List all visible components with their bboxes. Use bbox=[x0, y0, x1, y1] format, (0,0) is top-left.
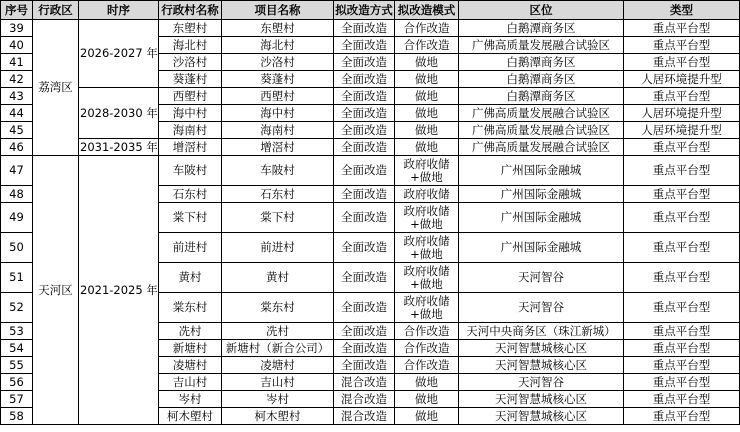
cell-mode: 做地 bbox=[395, 54, 459, 71]
cell-type: 重点平台型 bbox=[624, 88, 740, 105]
cell-type: 重点平台型 bbox=[624, 340, 740, 357]
cell-no: 51 bbox=[1, 263, 33, 293]
cell-no: 39 bbox=[1, 20, 33, 37]
cell-mode: 做地 bbox=[395, 139, 459, 156]
header-cell-village: 行政村名称 bbox=[159, 1, 222, 20]
cell-no: 41 bbox=[1, 54, 33, 71]
table-row bbox=[1, 88, 740, 105]
cell-no: 45 bbox=[1, 122, 33, 139]
cell-method: 全面改造 bbox=[334, 105, 395, 122]
cell-method: 全面改造 bbox=[334, 156, 395, 186]
cell-method: 全面改造 bbox=[334, 340, 395, 357]
cell-project: 冼村 bbox=[222, 323, 334, 340]
cell-project: 岑村 bbox=[222, 391, 334, 408]
header-cell-location: 区位 bbox=[459, 1, 624, 20]
cell-no: 55 bbox=[1, 357, 33, 374]
cell-method: 全面改造 bbox=[334, 186, 395, 203]
cell-mode: 合作改造 bbox=[395, 37, 459, 54]
cell-village: 沙洛村 bbox=[159, 54, 222, 71]
cell-village: 海中村 bbox=[159, 105, 222, 122]
cell-district: 天河区 bbox=[33, 156, 79, 425]
cell-district: 荔湾区 bbox=[33, 20, 79, 156]
header-cell-type: 类型 bbox=[624, 1, 740, 20]
cell-no: 52 bbox=[1, 293, 33, 323]
cell-village: 西塱村 bbox=[159, 88, 222, 105]
cell-method: 全面改造 bbox=[334, 37, 395, 54]
cell-mode: 政府收储+做地 bbox=[395, 233, 459, 263]
cell-location: 广州国际金融城 bbox=[459, 233, 624, 263]
cell-village: 车陂村 bbox=[159, 156, 222, 186]
cell-mode: 政府收储+做地 bbox=[395, 293, 459, 323]
cell-location: 广佛高质量发展融合试验区 bbox=[459, 37, 624, 54]
cell-mode: 做地 bbox=[395, 105, 459, 122]
cell-type: 重点平台型 bbox=[624, 186, 740, 203]
header-cell-district: 行政区 bbox=[33, 1, 79, 20]
cell-method: 全面改造 bbox=[334, 20, 395, 37]
cell-village: 前进村 bbox=[159, 233, 222, 263]
cell-project: 棠东村 bbox=[222, 293, 334, 323]
cell-no: 46 bbox=[1, 139, 33, 156]
cell-no: 57 bbox=[1, 391, 33, 408]
cell-mode: 做地 bbox=[395, 374, 459, 391]
cell-project: 柯木塱村 bbox=[222, 408, 334, 425]
cell-type: 重点平台型 bbox=[624, 391, 740, 408]
cell-no: 53 bbox=[1, 323, 33, 340]
cell-type: 人居环境提升型 bbox=[624, 105, 740, 122]
cell-mode: 做地 bbox=[395, 122, 459, 139]
header-cell-no: 序号 bbox=[1, 1, 33, 20]
cell-period: 2026-2027 年 bbox=[79, 20, 159, 88]
cell-mode: 做地 bbox=[395, 391, 459, 408]
cell-location: 广佛高质量发展融合试验区 bbox=[459, 105, 624, 122]
cell-location: 广佛高质量发展融合试验区 bbox=[459, 139, 624, 156]
cell-type: 重点平台型 bbox=[624, 263, 740, 293]
header-cell-period: 时序 bbox=[79, 1, 159, 20]
cell-village: 冼村 bbox=[159, 323, 222, 340]
cell-project: 黄村 bbox=[222, 263, 334, 293]
cell-location: 天河智慧城核心区 bbox=[459, 340, 624, 357]
cell-mode: 政府收储+做地 bbox=[395, 203, 459, 233]
cell-no: 50 bbox=[1, 233, 33, 263]
cell-type: 人居环境提升型 bbox=[624, 71, 740, 88]
cell-period: 2031-2035 年 bbox=[80, 139, 158, 154]
cell-village: 新塘村 bbox=[159, 340, 222, 357]
cell-method: 混合改造 bbox=[334, 391, 395, 408]
cell-project: 海南村 bbox=[222, 122, 334, 139]
cell-village: 黄村 bbox=[159, 263, 222, 293]
cell-type: 重点平台型 bbox=[624, 323, 740, 340]
table-row bbox=[1, 156, 740, 186]
cell-type: 人居环境提升型 bbox=[624, 122, 740, 139]
cell-method: 混合改造 bbox=[334, 374, 395, 391]
cell-type: 重点平台型 bbox=[624, 374, 740, 391]
cell-method: 全面改造 bbox=[334, 71, 395, 88]
header-cell-method: 拟改造方式 bbox=[334, 1, 395, 20]
cell-method: 全面改造 bbox=[334, 122, 395, 139]
cell-mode: 政府收储 bbox=[395, 186, 459, 203]
cell-method: 全面改造 bbox=[334, 357, 395, 374]
cell-location: 天河智慧城核心区 bbox=[459, 391, 624, 408]
cell-mode: 合作改造 bbox=[395, 323, 459, 340]
cell-method: 全面改造 bbox=[334, 203, 395, 233]
cell-no: 44 bbox=[1, 105, 33, 122]
cell-location: 天河智谷 bbox=[459, 263, 624, 293]
cell-project: 葵蓬村 bbox=[222, 71, 334, 88]
cell-village: 岑村 bbox=[159, 391, 222, 408]
cell-type: 重点平台型 bbox=[624, 293, 740, 323]
header-row bbox=[1, 1, 740, 20]
cell-project: 海中村 bbox=[222, 105, 334, 122]
cell-village: 海南村 bbox=[159, 122, 222, 139]
cell-method: 全面改造 bbox=[334, 323, 395, 340]
cell-project: 东塱村 bbox=[222, 20, 334, 37]
cell-location: 广州国际金融城 bbox=[459, 203, 624, 233]
cell-village: 增滘村 bbox=[159, 139, 222, 156]
cell-location: 白鹅潭商务区 bbox=[459, 54, 624, 71]
cell-location: 天河智慧城核心区 bbox=[459, 357, 624, 374]
cell-mode: 做地 bbox=[395, 408, 459, 425]
cell-no: 42 bbox=[1, 71, 33, 88]
cell-type: 重点平台型 bbox=[624, 233, 740, 263]
cell-project: 前进村 bbox=[222, 233, 334, 263]
cell-mode: 政府收储+做地 bbox=[395, 156, 459, 186]
cell-mode: 做地 bbox=[395, 88, 459, 105]
cell-method: 全面改造 bbox=[334, 54, 395, 71]
cell-no: 58 bbox=[1, 408, 33, 425]
cell-project: 车陂村 bbox=[222, 156, 334, 186]
cell-no: 47 bbox=[1, 156, 33, 186]
cell-mode: 合作改造 bbox=[395, 357, 459, 374]
cell-project: 海北村 bbox=[222, 37, 334, 54]
cell-type: 重点平台型 bbox=[624, 156, 740, 186]
cell-project: 西塱村 bbox=[222, 88, 334, 105]
cell-location: 白鹅潭商务区 bbox=[459, 88, 624, 105]
cell-village: 海北村 bbox=[159, 37, 222, 54]
cell-period: 2021-2025 年 bbox=[79, 156, 159, 425]
table-row bbox=[1, 139, 740, 156]
cell-type: 重点平台型 bbox=[624, 139, 740, 156]
cell-location: 天河中央商务区（珠江新城） bbox=[459, 323, 624, 340]
cell-no: 56 bbox=[1, 374, 33, 391]
cell-project: 沙洛村 bbox=[222, 54, 334, 71]
cell-project: 石东村 bbox=[222, 186, 334, 203]
cell-location: 广州国际金融城 bbox=[459, 186, 624, 203]
cell-period: 2028-2030 年 bbox=[79, 88, 159, 139]
cell-location: 白鹅潭商务区 bbox=[459, 20, 624, 37]
cell-type: 重点平台型 bbox=[624, 37, 740, 54]
cell-type: 重点平台型 bbox=[624, 408, 740, 425]
cell-no: 40 bbox=[1, 37, 33, 54]
cell-village: 凌塘村 bbox=[159, 357, 222, 374]
cell-location: 广州国际金融城 bbox=[459, 156, 624, 186]
cell-method: 全面改造 bbox=[334, 88, 395, 105]
cell-type: 重点平台型 bbox=[624, 20, 740, 37]
cell-project: 吉山村 bbox=[222, 374, 334, 391]
cell-type: 重点平台型 bbox=[624, 357, 740, 374]
table-row bbox=[1, 20, 740, 37]
cell-village: 东塱村 bbox=[159, 20, 222, 37]
cell-location: 天河智谷 bbox=[459, 293, 624, 323]
cell-mode: 政府收储+做地 bbox=[395, 263, 459, 293]
cell-village: 石东村 bbox=[159, 186, 222, 203]
cell-type: 重点平台型 bbox=[624, 54, 740, 71]
cell-method: 混合改造 bbox=[334, 408, 395, 425]
cell-method: 全面改造 bbox=[334, 293, 395, 323]
cell-no: 48 bbox=[1, 186, 33, 203]
cell-no: 43 bbox=[1, 88, 33, 105]
cell-project: 棠下村 bbox=[222, 203, 334, 233]
cell-project: 凌塘村 bbox=[222, 357, 334, 374]
cell-location: 广佛高质量发展融合试验区 bbox=[459, 122, 624, 139]
cell-type: 重点平台型 bbox=[624, 203, 740, 233]
cell-mode: 合作改造 bbox=[395, 340, 459, 357]
cell-village: 棠东村 bbox=[159, 293, 222, 323]
header-cell-project: 项目名称 bbox=[222, 1, 334, 20]
cell-location: 天河智慧城核心区 bbox=[459, 408, 624, 425]
cell-location: 白鹅潭商务区 bbox=[459, 71, 624, 88]
cell-project: 增滘村 bbox=[222, 139, 334, 156]
cell-village: 棠下村 bbox=[159, 203, 222, 233]
cell-method: 全面改造 bbox=[334, 263, 395, 293]
cell-mode: 做地 bbox=[395, 71, 459, 88]
cell-mode: 合作改造 bbox=[395, 20, 459, 37]
cell-village: 柯木塱村 bbox=[159, 408, 222, 425]
cell-no: 54 bbox=[1, 340, 33, 357]
cell-project: 新塘村（新合公司） bbox=[222, 340, 334, 357]
cell-method: 全面改造 bbox=[334, 233, 395, 263]
cell-location: 天河智谷 bbox=[459, 374, 624, 391]
cell-village: 葵蓬村 bbox=[159, 71, 222, 88]
cell-village: 吉山村 bbox=[159, 374, 222, 391]
cell-method: 全面改造 bbox=[334, 139, 395, 156]
cell-no: 49 bbox=[1, 203, 33, 233]
header-cell-mode: 拟改造模式 bbox=[395, 1, 459, 20]
